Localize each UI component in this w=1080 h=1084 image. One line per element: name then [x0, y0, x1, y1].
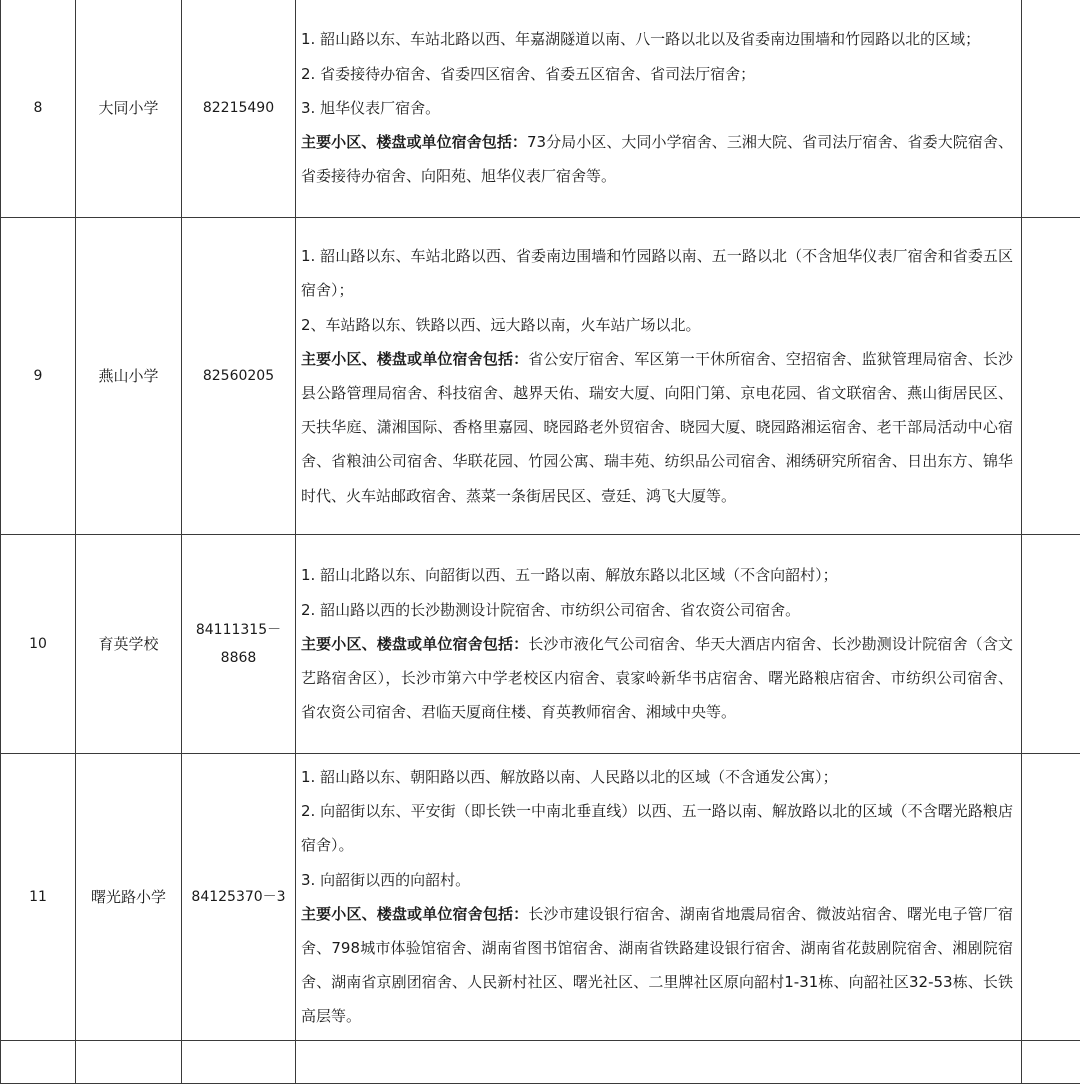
main-residences — [301, 342, 1013, 513]
phone-number: 82215490 — [182, 0, 296, 218]
table-row — [1, 218, 1080, 535]
row-number: 9 — [1, 218, 76, 535]
area-line: 2. 韶山路以西的长沙勘测设计院宿舍、市纺织公司宿舍、省农资公司宿舍。 — [301, 593, 1013, 627]
area-line: 1. 韶山路以东、朝阳路以西、解放路以南、人民路以北的区域（不含通发公寓）； — [301, 760, 1013, 794]
remarks-cell — [1022, 0, 1080, 218]
district-description — [296, 754, 1022, 1041]
main-residences-label: 主要小区、楼盘或单位宿舍包括： — [301, 133, 527, 151]
table-row — [1, 754, 1080, 1041]
school-name: 育英学校 — [76, 535, 182, 754]
area-line: 2、车站路以东、铁路以西、远大路以南，火车站广场以北。 — [301, 308, 1013, 342]
row-number: 10 — [1, 535, 76, 754]
district-description-cell — [296, 1040, 1022, 1083]
phone-number: 84125370－3 — [182, 754, 296, 1041]
main-residences-label: 主要小区、楼盘或单位宿舍包括： — [301, 350, 528, 368]
main-residences-text: 73分局小区、大同小学宿舍、三湘大院、省司法厅宿舍、省委大院宿舍、省委接待办宿舍、向阳苑、旭华仪表厂宿舍等。 — [301, 133, 1013, 185]
main-residences — [301, 897, 1013, 1034]
table-row — [1, 535, 1080, 754]
area-line: 1. 韶山北路以东、向韶街以西、五一路以南、解放东路以北区域（不含向韶村）； — [301, 558, 1013, 592]
main-residences-label: 主要小区、楼盘或单位宿舍包括： — [301, 905, 528, 923]
district-description — [296, 0, 1022, 218]
main-residences-label: 主要小区、楼盘或单位宿舍包括： — [301, 635, 528, 653]
row-number: 8 — [1, 0, 76, 218]
school-name-cell — [76, 1040, 182, 1083]
district-description — [296, 218, 1022, 535]
school-name: 燕山小学 — [76, 218, 182, 535]
school-name: 曙光路小学 — [76, 754, 182, 1041]
remarks-cell — [1022, 535, 1080, 754]
main-residences — [301, 125, 1013, 193]
table-row — [1, 0, 1080, 218]
main-residences-text: 长沙市液化气公司宿舍、华天大酒店内宿舍、长沙勘测设计院宿舍（含文艺路宿舍区），长沙市第六中学老校区内宿舍、袁家岭新华书店宿舍、曙光路粮店宿舍、市纺织公司宿舍、省农资公司宿舍、君临天厦商住楼、育英教师宿舍、湘域中央等。 — [301, 635, 1013, 721]
area-line: 1. 韶山路以东、车站北路以西、年嘉湖隧道以南、八一路以北以及省委南边围墙和竹园路以北的区域； — [301, 22, 1013, 56]
district-description — [296, 535, 1022, 754]
phone-number: 82560205 — [182, 218, 296, 535]
table-row-partial — [1, 1040, 1080, 1083]
phone-number: 84111315－8868 — [182, 535, 296, 754]
remarks-cell — [1022, 754, 1080, 1041]
area-line: 1. 韶山路以东、车站北路以西、省委南边围墙和竹园路以南、五一路以北（不含旭华仪表厂宿舍和省委五区宿舍）； — [301, 239, 1013, 307]
area-line: 3. 旭华仪表厂宿舍。 — [301, 91, 1013, 125]
area-line: 2. 省委接待办宿舍、省委四区宿舍、省委五区宿舍、省司法厅宿舍； — [301, 57, 1013, 91]
school-name: 大同小学 — [76, 0, 182, 218]
main-residences-text: 省公安厅宿舍、军区第一干休所宿舍、空招宿舍、监狱管理局宿舍、长沙县公路管理局宿舍、科技宿舍、越界天佑、瑞安大厦、向阳门第、京电花园、省文联宿舍、燕山街居民区、天扶华庭、潇湘国际、香格里嘉园、晓园路老外贸宿舍、晓园大厦、晓园路湘运宿舍、老干部局活动中心宿舍、省粮油公司宿舍、华联花园、竹园公寓、瑞丰苑、纺织品公司宿舍、湘绣研究所宿舍、日出东方、锦华时代、火车站邮政宿舍、蒸菜一条街居民区、壹廷、鸿飞大厦等。 — [301, 350, 1013, 505]
remarks-cell — [1022, 1040, 1080, 1083]
remarks-cell — [1022, 218, 1080, 535]
row-number: 11 — [1, 754, 76, 1041]
main-residences — [301, 627, 1013, 730]
phone-number-cell — [182, 1040, 296, 1083]
main-residences-text: 长沙市建设银行宿舍、湖南省地震局宿舍、微波站宿舍、曙光电子管厂宿舍、798城市体验馆宿舍、湖南省图书馆宿舍、湖南省铁路建设银行宿舍、湖南省花鼓剧院宿舍、湘剧院宿舍、湖南省京剧团宿舍、人民新村社区、曙光社区、二里牌社区原向韶村1-31栋、向韶社区32-53栋、长铁高层等。 — [301, 905, 1013, 1026]
area-line: 3. 向韶街以西的向韶村。 — [301, 863, 1013, 897]
area-line: 2. 向韶街以东、平安街（即长铁一中南北垂直线）以西、五一路以南、解放路以北的区域（不含曙光路粮店宿舍）。 — [301, 794, 1013, 862]
row-number-cell — [1, 1040, 76, 1083]
